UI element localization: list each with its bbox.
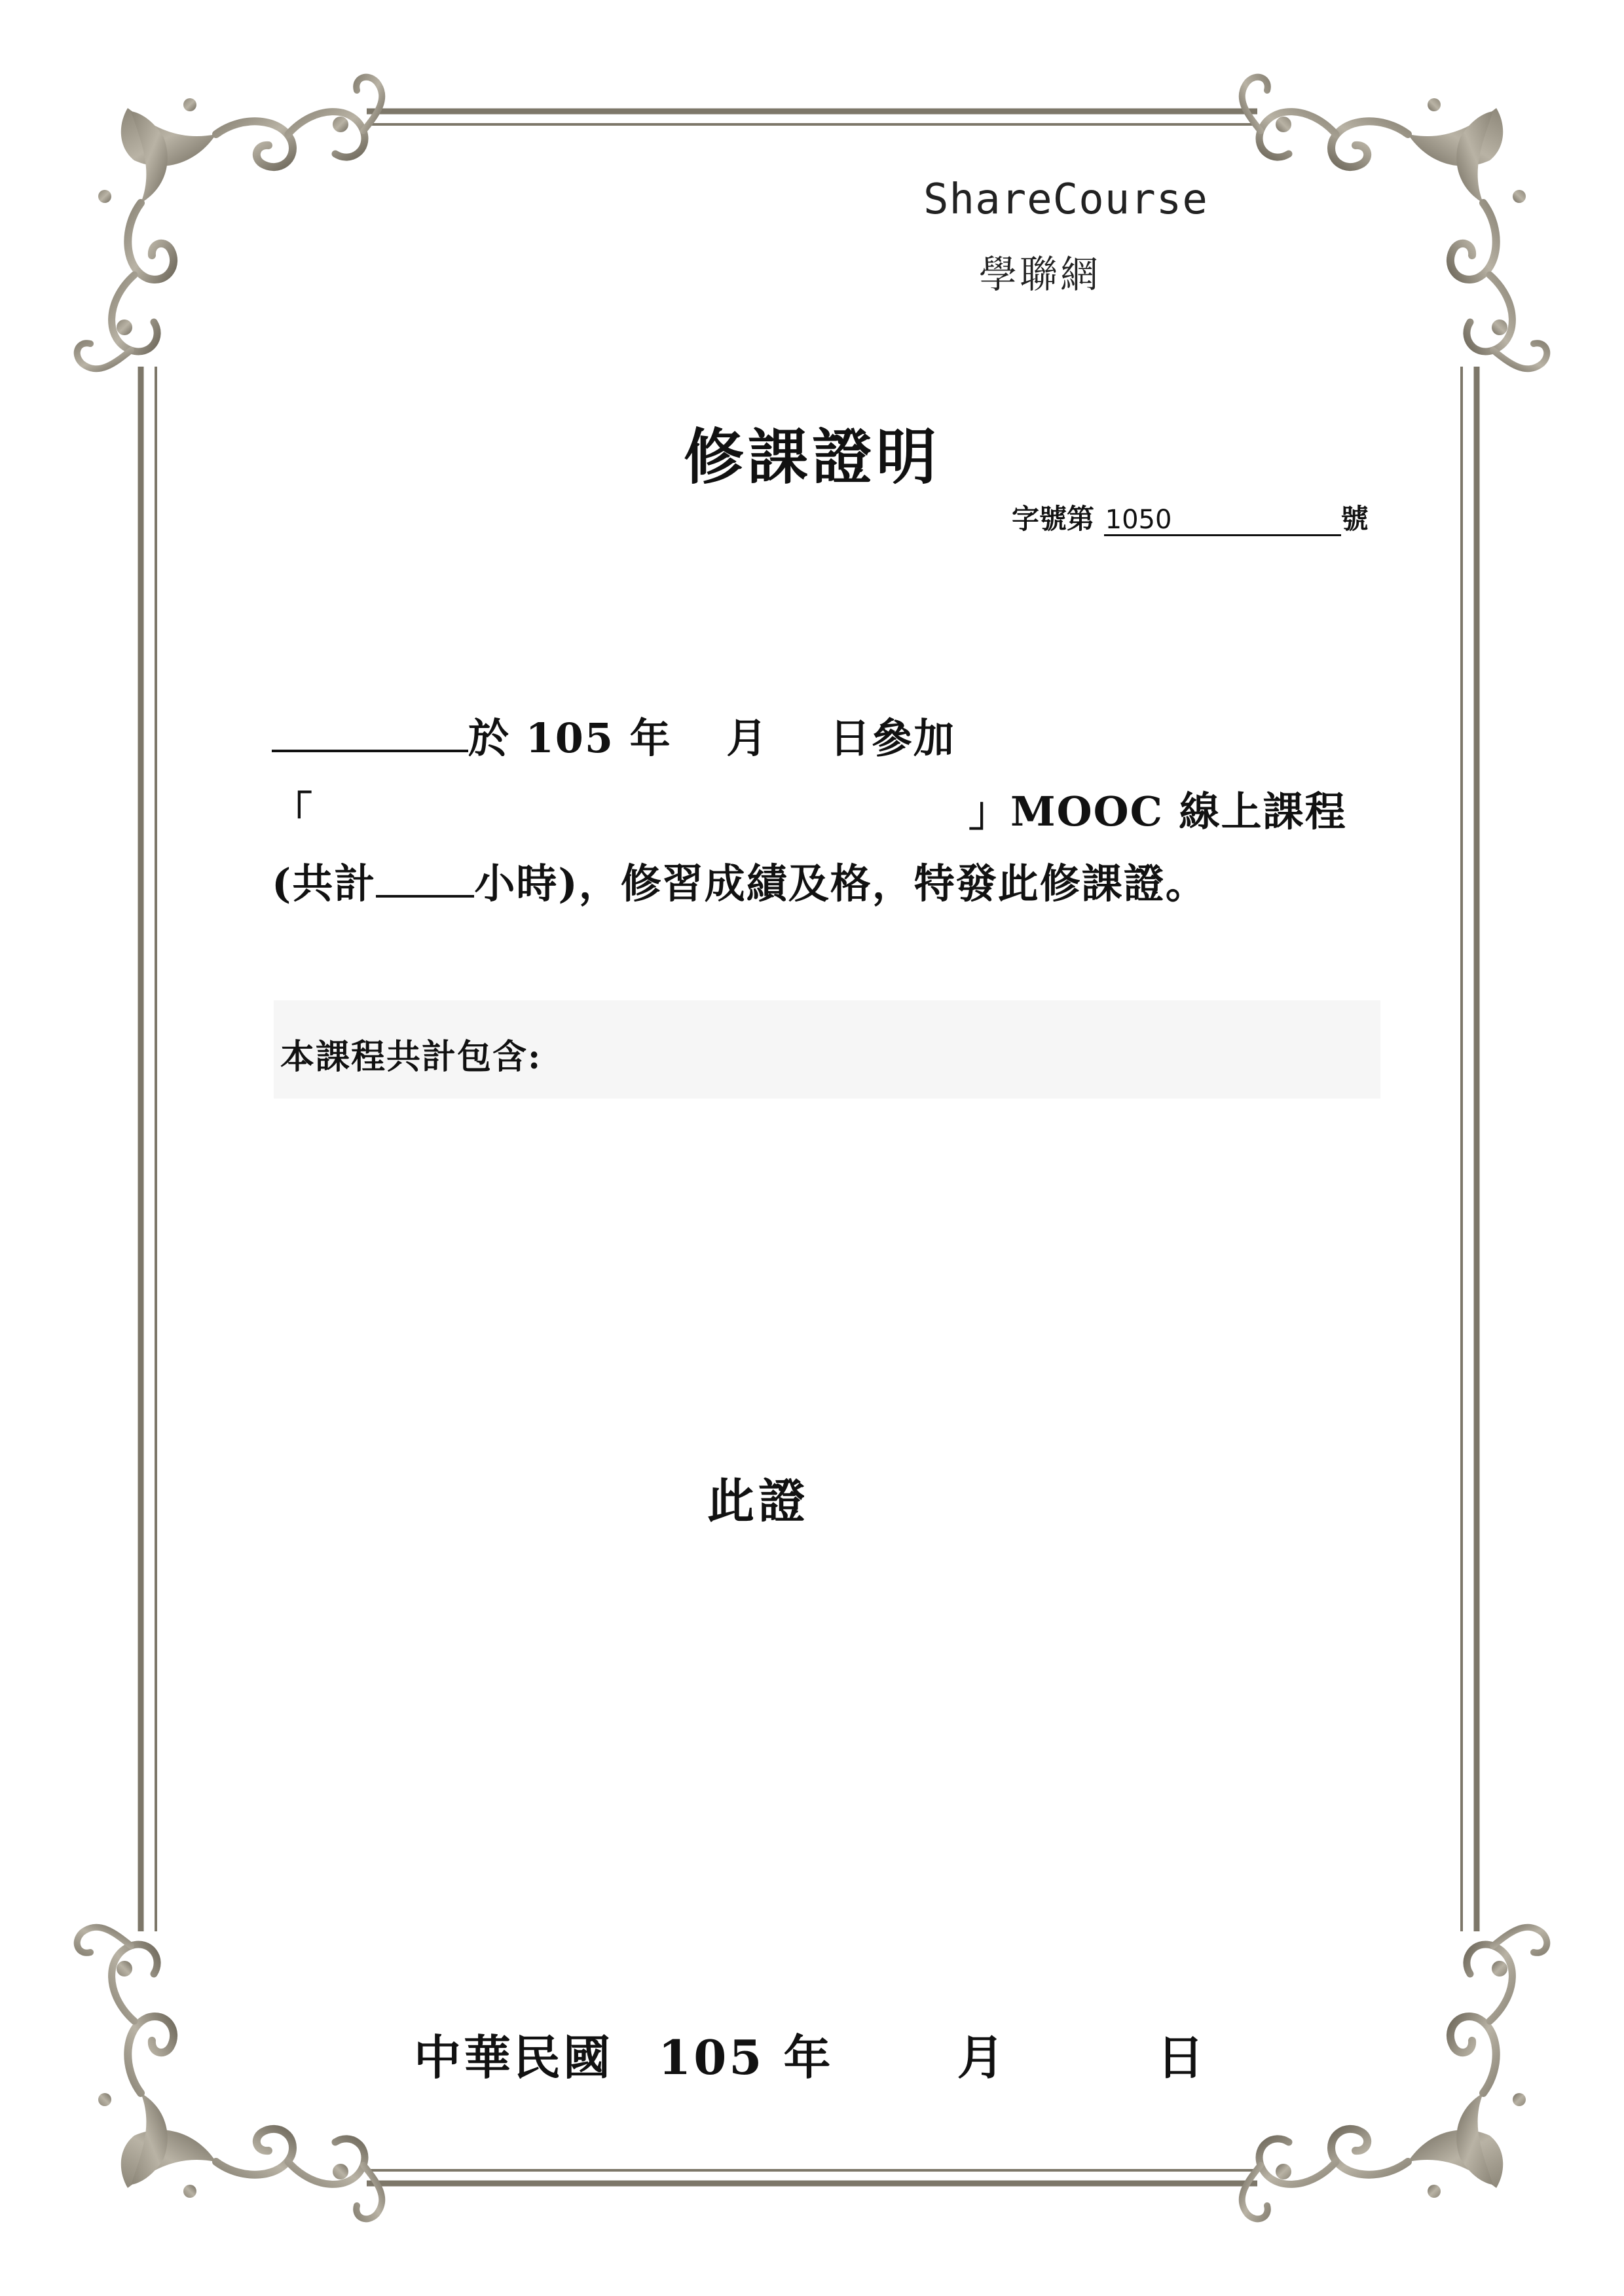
certificate-title: 修課證明 (683, 422, 940, 492)
action-word: 參加 (871, 714, 955, 762)
date-year-unit: 年 (783, 2030, 834, 2085)
statement-line-1 (272, 706, 955, 764)
serial-value: 1050 (1104, 505, 1341, 536)
year-value: 105 (525, 714, 615, 762)
hours-unit: 小時) (474, 860, 579, 907)
closing-text: 此證 (707, 1473, 810, 1529)
hours-blank (376, 857, 474, 898)
issue-date (414, 2020, 1207, 2088)
contents-label: 本課程共計包含: (280, 1037, 542, 1077)
open-bracket: 「 (272, 788, 314, 835)
close-bracket: 」 (969, 788, 1011, 835)
at-word: 於 (468, 714, 511, 762)
statement-line-3 (272, 851, 1208, 909)
serial-suffix: 號 (1340, 503, 1369, 535)
date-month-unit: 月 (957, 2030, 1007, 2085)
serial-prefix: 字號第 (1012, 503, 1095, 535)
name-blank (272, 712, 468, 752)
brand-name-en: ShareCourse (923, 175, 1208, 224)
day-unit: 日 (829, 714, 872, 762)
date-era: 中華民國 (414, 2030, 614, 2085)
statement-rest: ，修習成績及格，特發此修課證。 (578, 860, 1208, 907)
brand-name-zh: 學聯網 (979, 252, 1101, 297)
statement-line-2 (272, 779, 1347, 837)
month-unit: 月 (726, 714, 769, 762)
date-year: 105 (658, 2030, 765, 2085)
serial-number (1012, 498, 1369, 537)
course-suffix: MOOC 線上課程 (1010, 788, 1347, 835)
date-day-unit: 日 (1156, 2030, 1207, 2085)
hours-open: (共計 (272, 860, 377, 907)
year-unit: 年 (629, 714, 672, 762)
